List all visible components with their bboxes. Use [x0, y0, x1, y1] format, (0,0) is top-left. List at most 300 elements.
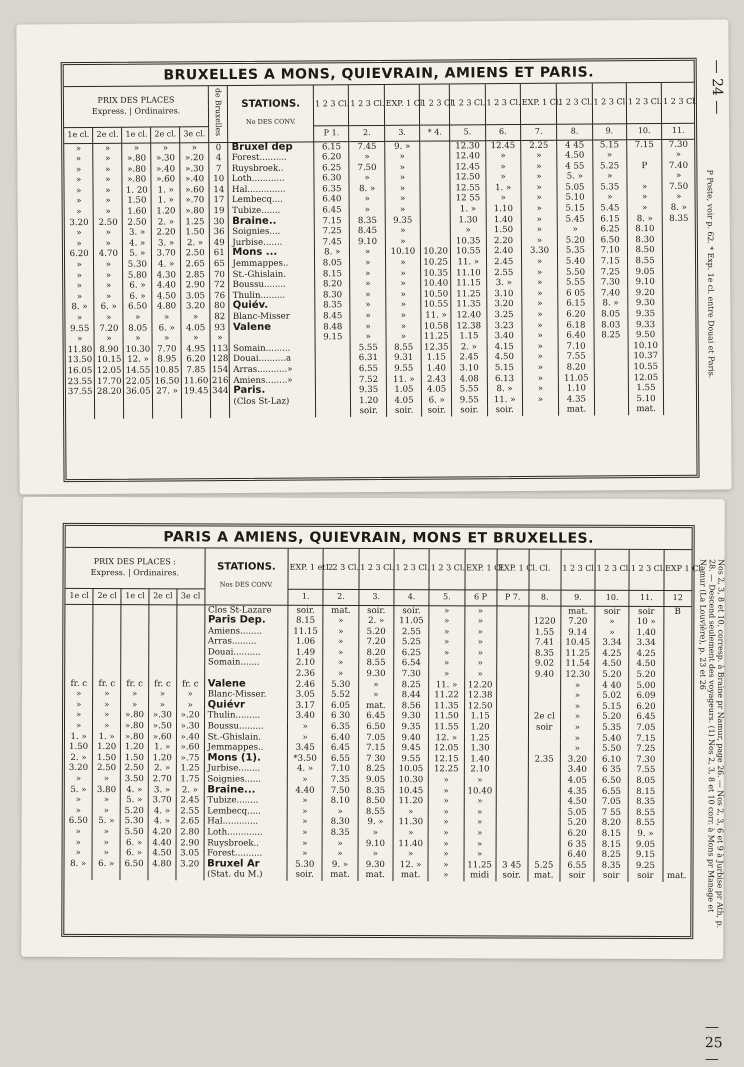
- time-cell: »: [627, 182, 662, 193]
- time-cell: 10.45: [393, 786, 428, 797]
- station-name: Douai..........a: [230, 354, 316, 365]
- station-name: Forest..........: [228, 153, 314, 164]
- price-cell: 2.90: [181, 280, 210, 291]
- station-name: Jemmappes..: [229, 258, 315, 269]
- time-cell: 10.35: [451, 236, 486, 247]
- time-cell: 8.44: [394, 690, 429, 701]
- time-cell: 11.30: [393, 817, 428, 828]
- distance-cell: 7: [209, 164, 228, 175]
- time-cell: »: [428, 849, 463, 860]
- price-cell: »: [149, 689, 177, 700]
- time-cell: 8.05: [629, 776, 663, 787]
- price-title: PRIX DES PLACES: [97, 95, 175, 106]
- time-cell: mat.: [322, 870, 357, 881]
- time-cell: »: [350, 279, 385, 290]
- time-cell: »: [521, 193, 557, 204]
- price-cell: »: [92, 827, 120, 838]
- time-cell: 9.31: [386, 353, 421, 364]
- time-cell: [663, 808, 691, 819]
- time-cell: 2.20: [486, 236, 521, 247]
- price-cell: »: [93, 164, 122, 175]
- distance-cell: 61: [210, 248, 229, 259]
- price-cell: 6. »: [152, 323, 181, 334]
- price-cell: 2.50: [94, 217, 123, 228]
- time-cell: 3.25: [486, 310, 521, 321]
- time-cell: [496, 659, 528, 670]
- time-cell: soir.: [452, 406, 487, 417]
- price-cell: 6. »: [120, 848, 148, 859]
- price-cell: 8. »: [65, 302, 94, 313]
- station-name: Quiévr: [204, 700, 287, 711]
- distance-cell: 76: [210, 291, 229, 302]
- time-cell: 3. »: [486, 278, 521, 289]
- time-cell: »: [358, 828, 393, 839]
- time-cell: 6.30: [314, 173, 349, 184]
- time-cell: 10 »: [629, 617, 663, 628]
- price-cell: 16.05: [66, 366, 95, 377]
- time-cell: 6.55: [323, 754, 358, 765]
- price-cell: 4.20: [148, 827, 176, 838]
- price-cell: »: [94, 270, 123, 281]
- time-cell: 8.25: [594, 330, 628, 341]
- time-cell: 1.10: [486, 204, 521, 215]
- time-cell: »: [522, 341, 558, 352]
- time-cell: [663, 861, 691, 872]
- price-cell: 6.50: [65, 816, 93, 827]
- time-cell: [496, 839, 528, 850]
- time-cell: [663, 670, 691, 681]
- price-cell: 5. »: [120, 795, 148, 806]
- time-cell: 7.15: [314, 216, 349, 227]
- price-cell: [95, 398, 124, 409]
- time-cell: [663, 362, 695, 373]
- train-class: 1 2 3 Cl.: [349, 85, 385, 125]
- train-number: 9.: [592, 123, 626, 139]
- price-cell: 6. »: [94, 302, 123, 313]
- time-cell: 9.35: [393, 722, 428, 733]
- price-cell: [124, 408, 153, 419]
- price-cell: »: [65, 228, 94, 239]
- time-cell: 3.45: [287, 743, 322, 754]
- price-cell: [66, 408, 95, 419]
- time-cell: 4.05: [422, 385, 452, 396]
- time-cell: 6.45: [629, 712, 663, 723]
- station-name: Tubize........: [204, 796, 287, 807]
- time-cell: [663, 330, 695, 341]
- time-cell: [528, 797, 560, 808]
- time-cell: 3.05: [288, 690, 323, 701]
- time-cell: [496, 680, 528, 691]
- price-cell: 12.05: [95, 366, 124, 377]
- price-cell: 7.70: [152, 344, 181, 355]
- time-cell: 5.20: [558, 235, 593, 246]
- price-cell: [65, 626, 93, 637]
- time-cell: 12.15: [429, 754, 464, 765]
- price-cell: »: [93, 721, 121, 732]
- time-cell: »: [560, 744, 594, 755]
- time-cell: 8. »: [487, 384, 522, 395]
- price-cell: »: [92, 848, 120, 859]
- time-cell: soir.: [496, 871, 528, 882]
- price-cell: »: [93, 143, 122, 154]
- time-cell: 11.25: [421, 332, 451, 343]
- price-cell: ».80: [121, 721, 149, 732]
- train-number: 2.: [349, 125, 384, 141]
- price-cell: 4.40: [152, 281, 181, 292]
- price-cell: »: [121, 700, 149, 711]
- price-cell: 17.70: [95, 376, 124, 387]
- time-cell: 7.15: [358, 743, 393, 754]
- time-cell: [528, 680, 560, 691]
- time-cell: [528, 733, 560, 744]
- price-cell: 1.20: [148, 753, 176, 764]
- time-cell: 5.20: [595, 670, 629, 681]
- time-cell: 2e cl: [528, 712, 560, 723]
- time-cell: [663, 776, 691, 787]
- time-cell: »: [287, 796, 322, 807]
- time-cell: soir.: [287, 870, 322, 881]
- time-cell: [663, 723, 691, 734]
- time-cell: 5.52: [323, 690, 358, 701]
- price-cell: 3.70: [152, 249, 181, 260]
- time-cell: [528, 850, 560, 861]
- time-cell: [315, 343, 350, 354]
- time-cell: 10.37: [628, 351, 663, 362]
- train-class: 1 2 3 Cl.: [429, 549, 464, 589]
- time-cell: [664, 372, 696, 383]
- price-cell: »: [65, 239, 94, 250]
- time-cell: 6.25: [314, 163, 349, 174]
- price-cell: 2.55: [176, 806, 204, 817]
- price-cell: 4.80: [152, 302, 181, 313]
- time-cell: 7.55: [558, 352, 593, 363]
- time-cell: 7.40: [593, 288, 627, 299]
- time-cell: 8.20: [594, 818, 628, 829]
- price-cell: 4.80: [148, 859, 176, 870]
- time-cell: [496, 818, 528, 829]
- price-cell: 2.50: [93, 763, 121, 774]
- train-number: 8.: [529, 590, 561, 606]
- time-cell: soir.: [359, 605, 394, 616]
- time-cell: 1.40: [464, 754, 496, 765]
- price-cell: 2. »: [181, 238, 210, 249]
- time-cell: 8.45: [350, 226, 385, 237]
- time-cell: 5.35: [595, 723, 629, 734]
- station-name: Mons ...: [229, 248, 315, 259]
- time-cell: 4 45: [557, 139, 592, 150]
- price-cell: 7.20: [94, 323, 123, 334]
- price-cell: 2. »: [151, 217, 180, 228]
- time-cell: 6 05: [558, 288, 593, 299]
- time-cell: [496, 733, 528, 744]
- time-cell: 6 30: [323, 711, 358, 722]
- time-cell: 8.30: [315, 290, 350, 301]
- time-cell: 8.55: [628, 818, 662, 829]
- time-cell: 6.18: [558, 320, 593, 331]
- price-cell: ».40: [180, 174, 209, 185]
- price-cell: »: [65, 260, 94, 271]
- time-cell: [664, 404, 696, 415]
- time-cell: [663, 765, 691, 776]
- time-cell: 11.15: [451, 278, 486, 289]
- time-cell: 6.15: [314, 141, 349, 152]
- bottom-table-body: [64, 604, 691, 882]
- time-cell: 3.20: [560, 754, 594, 765]
- price-cell: »: [65, 837, 93, 848]
- time-cell: 3.40: [288, 711, 323, 722]
- price-cell: »: [94, 292, 123, 303]
- time-cell: 4.08: [451, 374, 486, 385]
- time-cell: 11. »: [421, 310, 451, 321]
- distance-cell: 82: [210, 312, 229, 323]
- time-cell: 5.10: [628, 394, 663, 405]
- time-cell: [663, 638, 691, 649]
- price-cell: ».60: [176, 743, 204, 754]
- timetable-paris-bruxelles: [64, 548, 704, 882]
- time-cell: 12.30: [450, 140, 485, 151]
- time-cell: 2.46: [288, 679, 323, 690]
- time-cell: 1. »: [450, 204, 485, 215]
- time-cell: 8.20: [559, 362, 594, 373]
- time-cell: »: [464, 648, 496, 659]
- price-cell: [121, 636, 149, 647]
- time-cell: »: [386, 289, 421, 300]
- train-class: 1 2 3 Cl.: [323, 549, 358, 589]
- time-cell: 6.15: [593, 214, 627, 225]
- price-col: 3e cl: [177, 588, 205, 604]
- time-cell: 9.50: [628, 330, 663, 341]
- time-cell: »: [521, 278, 557, 289]
- price-cell: »: [94, 228, 123, 239]
- price-cell: 4. »: [148, 817, 176, 828]
- time-cell: 4.50: [595, 659, 629, 670]
- time-cell: 5.35: [558, 246, 593, 257]
- time-cell: »: [393, 828, 428, 839]
- price-cell: »: [93, 806, 121, 817]
- station-name: Ruysbroek..: [228, 163, 314, 174]
- time-cell: 7.25: [629, 744, 663, 755]
- price-cell: 2.50: [120, 764, 148, 775]
- time-cell: 1.49: [288, 648, 323, 659]
- time-cell: »: [393, 849, 428, 860]
- price-cell: ».40: [151, 164, 180, 175]
- price-cell: 1.50: [93, 753, 121, 764]
- time-cell: [421, 236, 451, 247]
- price-cell: 3. »: [148, 785, 176, 796]
- time-cell: [627, 171, 662, 182]
- station-name: Somain.......: [204, 658, 287, 669]
- time-cell: [663, 649, 691, 660]
- time-cell: 4.35: [559, 394, 594, 405]
- time-cell: 1.40: [421, 363, 451, 374]
- time-cell: 9. »: [322, 860, 357, 871]
- time-cell: [663, 755, 691, 766]
- time-cell: 6.35: [314, 184, 349, 195]
- time-cell: 6.20: [629, 702, 663, 713]
- time-cell: »: [522, 352, 558, 363]
- price-cell: »: [65, 313, 94, 324]
- station-name: (Clos St-Laz): [230, 396, 316, 407]
- time-cell: [663, 850, 691, 861]
- time-cell: [315, 364, 350, 375]
- time-cell: soir.: [386, 406, 421, 417]
- station-name: St.-Ghislain.: [229, 269, 315, 280]
- time-cell: [663, 818, 691, 829]
- price-cell: 2. »: [176, 785, 204, 796]
- time-cell: [420, 226, 450, 237]
- time-cell: 11.35: [451, 300, 486, 311]
- time-cell: 11.15: [288, 626, 323, 637]
- time-cell: [529, 606, 561, 617]
- distance-cell: 49: [210, 238, 229, 249]
- train-class: 1 2 3 Cl.: [626, 83, 662, 123]
- station-name: Valene: [204, 679, 287, 690]
- price-cell: 10.85: [153, 365, 182, 376]
- price-cell: »: [152, 334, 181, 345]
- price-cell: [121, 668, 149, 679]
- time-cell: 1.30: [464, 744, 496, 755]
- time-cell: »: [464, 849, 496, 860]
- conv-label: Nos DES CONV.: [219, 580, 273, 589]
- price-cell: »: [122, 143, 151, 154]
- station-name: Thulin.........: [204, 711, 287, 722]
- price-cell: 1. »: [93, 732, 121, 743]
- price-cell: 3.05: [181, 291, 210, 302]
- time-cell: 9.14: [561, 627, 595, 638]
- time-cell: 7.30: [629, 755, 663, 766]
- time-cell: 4. »: [287, 764, 322, 775]
- time-cell: 2.45: [486, 257, 521, 268]
- train-class: EXP 1 Cl.: [664, 550, 692, 590]
- time-cell: [528, 818, 560, 829]
- time-cell: soir.: [394, 605, 429, 616]
- price-cell: 2.85: [181, 270, 210, 281]
- price-cell: »: [65, 281, 94, 292]
- price-cell: 2.20: [152, 228, 181, 239]
- time-cell: 5.20: [560, 818, 594, 829]
- time-cell: 8.30: [627, 235, 662, 246]
- time-cell: 4.05: [560, 776, 594, 787]
- time-cell: »: [464, 775, 496, 786]
- time-cell: mat.: [358, 870, 393, 881]
- time-cell: »: [358, 849, 393, 860]
- price-cell: 3.80: [93, 785, 121, 796]
- price-cell: »: [93, 710, 121, 721]
- time-cell: »: [323, 648, 358, 659]
- price-col: 1e cl: [65, 588, 93, 604]
- time-cell: »: [358, 690, 393, 701]
- time-cell: 10.55: [421, 300, 451, 311]
- time-cell: mat.: [628, 404, 663, 415]
- time-cell: [663, 659, 691, 670]
- price-cell: ».60: [148, 732, 176, 743]
- price-cell: 5.30: [120, 816, 148, 827]
- ordinaires-label: Ordinaires.: [134, 106, 181, 116]
- price-cell: [121, 615, 149, 626]
- time-cell: »: [522, 363, 558, 374]
- time-cell: [664, 383, 696, 394]
- time-cell: »: [522, 299, 558, 310]
- stations-label: STATIONS.: [241, 98, 301, 111]
- time-cell: 3.34: [595, 638, 629, 649]
- time-cell: »: [464, 669, 496, 680]
- time-cell: 7.05: [629, 723, 663, 734]
- time-cell: 3.10: [451, 363, 486, 374]
- time-cell: »: [560, 712, 594, 723]
- time-cell: »: [558, 225, 593, 236]
- time-cell: »: [593, 172, 627, 183]
- time-cell: »: [385, 279, 420, 290]
- time-cell: 6.31: [351, 353, 386, 364]
- time-cell: 10.10: [385, 247, 420, 258]
- time-cell: 3.40: [487, 331, 522, 342]
- time-cell: 10.45: [561, 638, 595, 649]
- time-cell: 9.15: [315, 332, 350, 343]
- price-cell: 2. »: [65, 753, 93, 764]
- price-cell: 5. »: [65, 785, 93, 796]
- time-cell: [663, 309, 695, 320]
- price-cell: 3. »: [152, 238, 181, 249]
- price-cell: ».70: [180, 196, 209, 207]
- time-cell: »: [429, 669, 464, 680]
- time-cell: 10.58: [421, 321, 451, 332]
- price-cell: [65, 604, 93, 615]
- station-name: Jurbise.......: [229, 237, 315, 248]
- price-cell: »: [123, 334, 152, 345]
- price-cell: [124, 397, 153, 408]
- price-cell: 1. »: [148, 742, 176, 753]
- time-cell: 7.50: [349, 163, 384, 174]
- station-name: Clos St-Lazare: [205, 604, 288, 615]
- time-cell: 12.50: [464, 701, 496, 712]
- price-cell: »: [151, 142, 180, 153]
- timetable-bruxelles-paris: [64, 83, 696, 419]
- price-cell: [93, 647, 121, 658]
- train-class: 1 2 3 Cl.: [394, 549, 429, 589]
- time-cell: 8.35: [528, 648, 560, 659]
- time-cell: »: [464, 818, 496, 829]
- station-name: Braine..: [229, 216, 315, 227]
- price-cell: [176, 668, 204, 679]
- time-cell: 11.20: [393, 796, 428, 807]
- time-cell: P: [627, 161, 662, 172]
- time-cell: [496, 701, 528, 712]
- time-cell: 5.25: [592, 161, 626, 172]
- distance-cell: 128: [211, 354, 229, 365]
- time-cell: 5.30: [323, 679, 358, 690]
- station-name: Jemmappes..: [204, 743, 287, 754]
- time-cell: 9.55: [452, 395, 487, 406]
- time-cell: 9.30: [358, 860, 393, 871]
- price-cell: 1.20: [121, 742, 149, 753]
- train-number: P 1.: [314, 125, 349, 141]
- train-number: 1.: [288, 589, 323, 605]
- time-cell: »: [287, 838, 322, 849]
- price-cell: »: [65, 721, 93, 732]
- price-cell: 37.55: [66, 387, 95, 398]
- time-cell: 8. »: [670, 202, 687, 213]
- time-cell: 8.25: [358, 764, 393, 775]
- price-cell: 4.70: [94, 249, 123, 260]
- time-cell: 11.50: [429, 712, 464, 723]
- time-cell: midi: [464, 871, 496, 882]
- time-cell: 12 55: [450, 194, 485, 205]
- station-name: St.-Ghislain.: [204, 732, 287, 743]
- time-cell: »: [521, 151, 557, 162]
- time-cell: 7.15: [629, 734, 663, 745]
- time-cell: 7.52: [351, 374, 386, 385]
- distance-cell: 30: [209, 217, 228, 228]
